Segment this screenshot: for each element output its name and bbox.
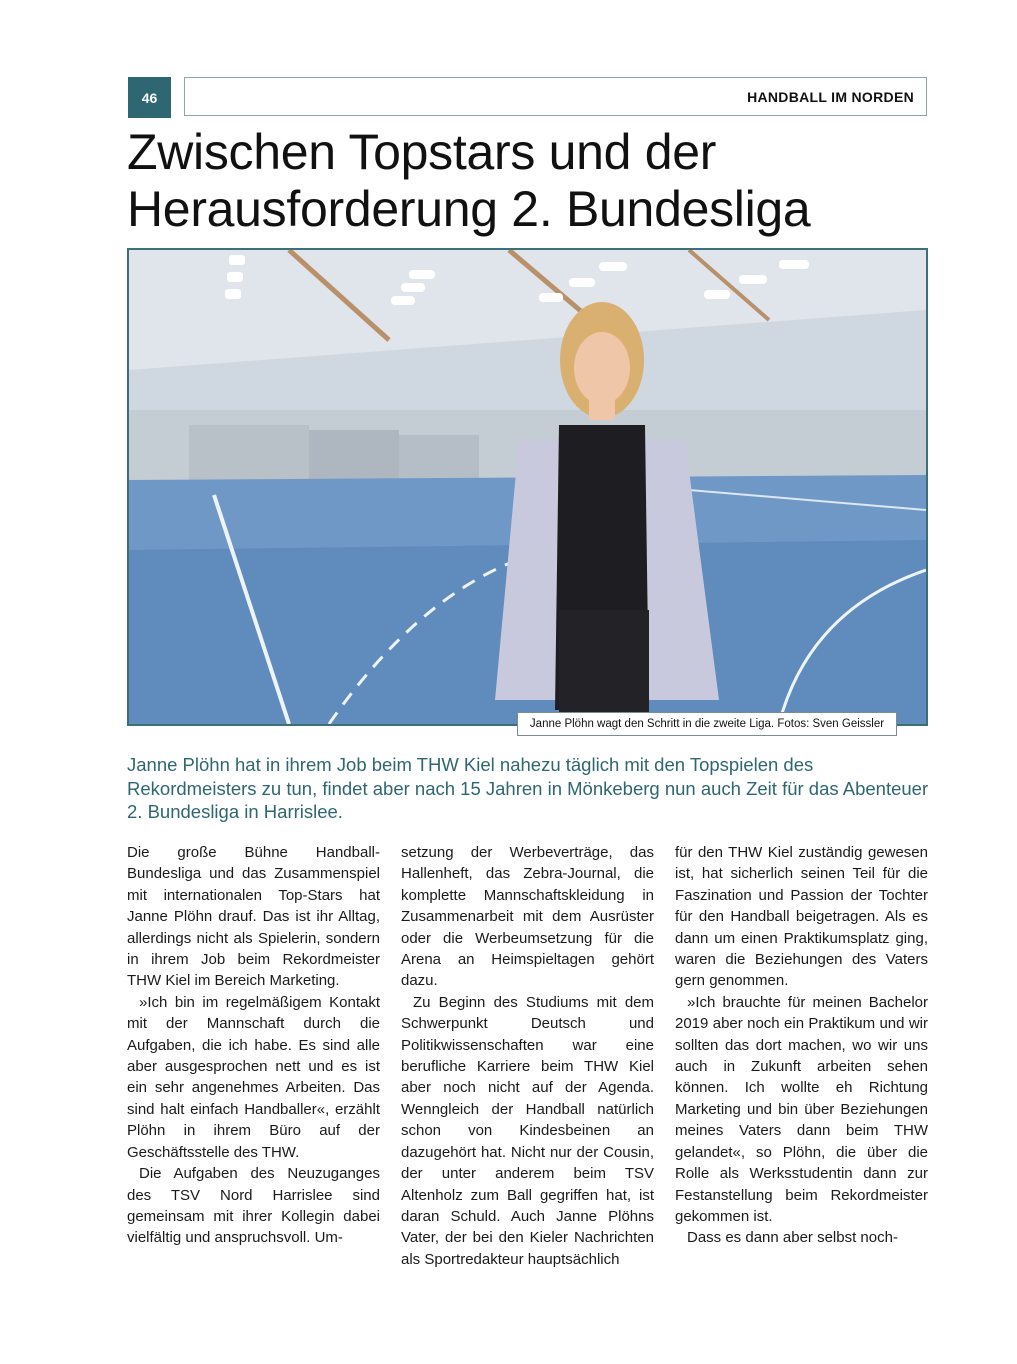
paragraph: »Ich brauchte für meinen Bachelor 2019 aber noch ein Praktikum und wir sollten das dort machen, wo wir uns auch in Zukunft arbeiten sehen können. Ich wollte eh Richtung Marketing und bin über Beziehungen meines Vaters dann beim THW gelandet«, so Plöhn, die über die Rolle als Werksstudentin dann zur Festanstellung beim Rekordmeister gekommen ist. [675, 993, 928, 1225]
article-photo [127, 248, 928, 726]
paragraph: »Ich bin im regelmäßigem Kontakt mit der Mannschaft durch die Aufgaben, die ich habe. Es sind alle aber ausgesprochen nett und es ist ein sehr angenehmes Arbeiten. Das sind halt einfach Handballer«, erzählt Plöhn in ihrem Büro auf der Geschäftsstelle des THW. [127, 993, 380, 1161]
section-title: HANDBALL IM NORDEN [747, 88, 914, 105]
paragraph: Zu Beginn des Studiums mit dem Schwerpunkt Deutsch und Politikwissenschaften war eine berufliche Karriere beim THW Kiel aber noch nicht auf der Agenda. Wenngleich der Handball natürlich schon von Kindesbeinen an dazugehört hat. Nicht nur der Cousin, der unter anderem beim TSV Altenholz zum Ball gegriffen hat, ist daran Schuld. Auch Janne Plöhns Vater, der bei den Kieler Nachrichten als Sportredakteur hauptsächlich [401, 993, 654, 1268]
paragraph: für den THW Kiel zuständig gewesen ist, hat sicherlich seinen Teil für die Faszination und Passion der Tochter für den Handball beigetragen. Als es dann um einen Praktikumsplatz ging, waren die Beziehungen des Vaters gern genommen. [675, 844, 928, 990]
page-number: 46 [128, 77, 171, 118]
photo-caption: Janne Plöhn wagt den Schritt in die zweite Liga. Fotos: Sven Geissler [517, 712, 897, 736]
article-lead: Janne Plöhn hat in ihrem Job beim THW Kiel nahezu täglich mit den Topspielen des Rekordmeisters zu tun, findet aber nach 15 Jahren in Mönkeberg nun auch Zeit für das Abenteuer 2. Bundesliga in Harrislee. [127, 754, 929, 822]
section-header [184, 77, 927, 116]
paragraph: Die große Bühne Handball-Bundesliga und das Zusammenspiel mit internationalen Top-Stars hat Janne Plöhn drauf. Das ist ihr Alltag, allerdings nicht als Spielerin, sondern in ihrem Job beim Rekordmeister THW Kiel im Bereich Marketing. [127, 844, 380, 990]
article-headline: Zwischen Topstars und der Herausforderung 2. Bundesliga [127, 124, 811, 237]
body-column-2 [401, 842, 654, 1270]
body-column-1 [127, 842, 380, 1249]
paragraph: Dass es dann aber selbst noch- [687, 1229, 898, 1247]
body-column-3 [675, 842, 928, 1249]
paragraph: Die Aufgaben des Neuzuganges des TSV Nord Harrislee sind gemeinsam mit ihrer Kollegin dabei vielfältig und anspruchsvoll. Um- [127, 1165, 380, 1247]
paragraph: setzung der Werbeverträge, das Hallenheft, das Zebra-Journal, die komplette Mannschaftskleidung in Zusammenarbeit mit dem Ausrüster oder die Werbeumsetzung für die Arena an Heimspieltagen gehört dazu. [401, 844, 654, 990]
